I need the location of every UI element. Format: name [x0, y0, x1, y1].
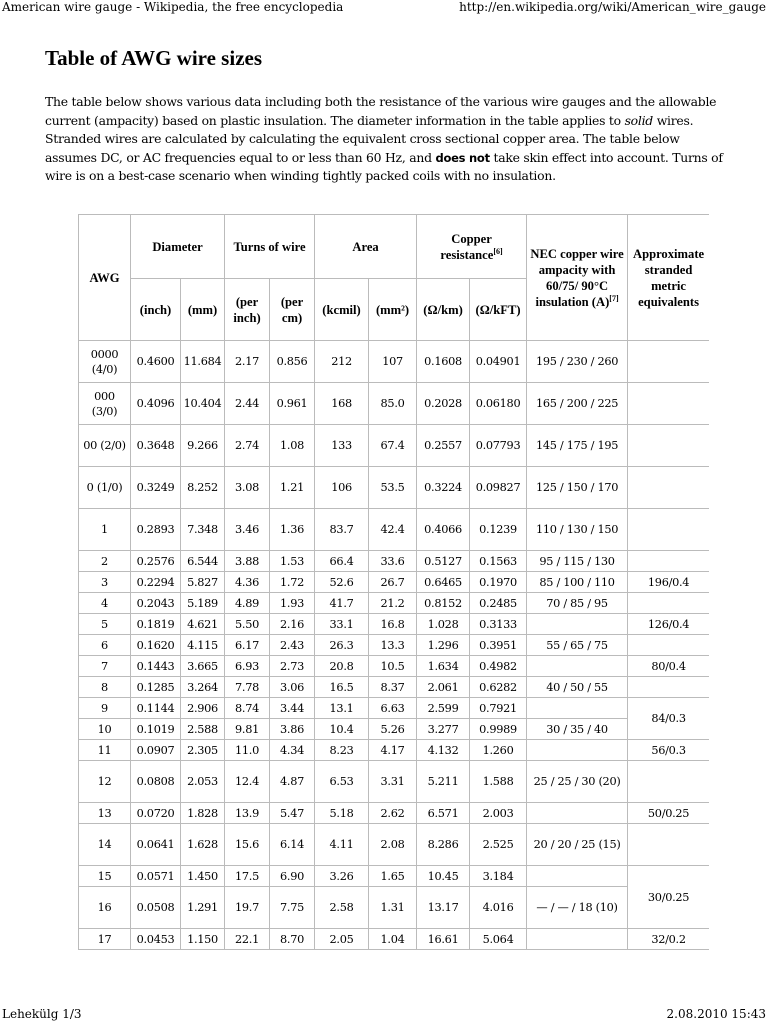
- cell-mm: 1.150: [181, 929, 225, 950]
- cell-mm: 2.305: [181, 740, 225, 761]
- cell-tpc: 5.47: [270, 803, 315, 824]
- cell-kcmil: 212: [315, 341, 369, 383]
- cell-kcmil: 3.26: [315, 866, 369, 887]
- cell-inch: 0.1019: [131, 719, 181, 740]
- col-header-copper: [417, 215, 527, 279]
- cell-tpi: 5.50: [225, 614, 270, 635]
- cell-okm: 1.028: [417, 614, 470, 635]
- cell-inch: 0.1144: [131, 698, 181, 719]
- ref-6[interactable]: [6]: [493, 246, 503, 256]
- cell-nec: 70 / 85 / 95: [527, 593, 628, 614]
- cell-kcmil: 83.7: [315, 509, 369, 551]
- cell-tpc: 0.961: [270, 383, 315, 425]
- cell-nec: 30 / 35 / 40: [527, 719, 628, 740]
- cell-okm: 6.571: [417, 803, 470, 824]
- cell-strand: 126/0.4: [628, 614, 709, 635]
- copper-label: Copper resistance: [440, 231, 494, 262]
- cell-tpi: 13.9: [225, 803, 270, 824]
- table-body: [79, 341, 710, 950]
- cell-okft: 0.1239: [470, 509, 527, 551]
- cell-okft: 0.4982: [470, 656, 527, 677]
- browser-page-title: American wire gauge - Wikipedia, the free encyclopedia: [2, 0, 344, 14]
- cell-tpc: 2.43: [270, 635, 315, 656]
- cell-mm2: 5.26: [369, 719, 417, 740]
- cell-okm: 1.296: [417, 635, 470, 656]
- cell-okm: 0.3224: [417, 467, 470, 509]
- cell-strand: [628, 509, 709, 551]
- cell-kcmil: 26.3: [315, 635, 369, 656]
- cell-kcmil: 168: [315, 383, 369, 425]
- cell-kcmil: 41.7: [315, 593, 369, 614]
- cell-tpc: 3.06: [270, 677, 315, 698]
- cell-nec: [527, 656, 628, 677]
- cell-okm: 0.6465: [417, 572, 470, 593]
- cell-tpc: 4.87: [270, 761, 315, 803]
- cell-tpc: 8.70: [270, 929, 315, 950]
- cell-inch: 0.0453: [131, 929, 181, 950]
- cell-inch: 0.0808: [131, 761, 181, 803]
- cell-okft: 0.1970: [470, 572, 527, 593]
- cell-okft: 3.184: [470, 866, 527, 887]
- cell-strand: [628, 677, 709, 698]
- cell-mm2: 21.2: [369, 593, 417, 614]
- section-heading: Table of AWG wire sizes: [45, 46, 263, 70]
- unit-mm: (mm): [181, 279, 225, 341]
- cell-nec: 125 / 150 / 170: [527, 467, 628, 509]
- cell-tpi: 7.78: [225, 677, 270, 698]
- cell-inch: 0.0508: [131, 887, 181, 929]
- cell-okft: 1.588: [470, 761, 527, 803]
- cell-nec: 55 / 65 / 75: [527, 635, 628, 656]
- cell-inch: 0.0641: [131, 824, 181, 866]
- cell-okm: 16.61: [417, 929, 470, 950]
- cell-awg: 0000 (4/0): [79, 341, 131, 383]
- cell-strand: 196/0.4: [628, 572, 709, 593]
- cell-tpi: 12.4: [225, 761, 270, 803]
- cell-kcmil: 33.1: [315, 614, 369, 635]
- cell-mm2: 2.08: [369, 824, 417, 866]
- cell-mm: 1.450: [181, 866, 225, 887]
- cell-mm2: 8.37: [369, 677, 417, 698]
- table-row: [79, 467, 710, 509]
- cell-mm: 9.266: [181, 425, 225, 467]
- col-header-awg: AWG: [79, 215, 131, 341]
- cell-tpc: 3.86: [270, 719, 315, 740]
- unit-per-inch: (per inch): [225, 279, 270, 341]
- cell-nec: 95 / 115 / 130: [527, 551, 628, 572]
- cell-tpc: 1.08: [270, 425, 315, 467]
- cell-okm: 0.1608: [417, 341, 470, 383]
- cell-okm: 5.211: [417, 761, 470, 803]
- table-row: [79, 719, 710, 740]
- cell-okm: 0.2028: [417, 383, 470, 425]
- cell-mm: 8.252: [181, 467, 225, 509]
- cell-kcmil: 2.58: [315, 887, 369, 929]
- cell-mm2: 10.5: [369, 656, 417, 677]
- table-row: [79, 572, 710, 593]
- unit-inch: (inch): [131, 279, 181, 341]
- table-row: [79, 341, 710, 383]
- cell-nec: [527, 614, 628, 635]
- cell-inch: 0.2893: [131, 509, 181, 551]
- cell-tpi: 6.93: [225, 656, 270, 677]
- table-row: [79, 866, 710, 887]
- cell-awg: 17: [79, 929, 131, 950]
- cell-okft: 2.003: [470, 803, 527, 824]
- table-row: [79, 614, 710, 635]
- cell-strand: [628, 761, 709, 803]
- cell-tpi: 17.5: [225, 866, 270, 887]
- cell-tpi: 4.36: [225, 572, 270, 593]
- cell-okm: 2.061: [417, 677, 470, 698]
- cell-mm: 5.827: [181, 572, 225, 593]
- cell-nec: [527, 740, 628, 761]
- intro-does-not: does not: [435, 150, 490, 165]
- intro-text-3: take skin effect into account. Turns of wire is on a best-case scenario when winding tightly packed coils with no insulation.: [45, 149, 723, 183]
- cell-nec: [527, 803, 628, 824]
- cell-kcmil: 10.4: [315, 719, 369, 740]
- cell-tpi: 15.6: [225, 824, 270, 866]
- table-row: [79, 425, 710, 467]
- cell-mm: 2.588: [181, 719, 225, 740]
- cell-kcmil: 5.18: [315, 803, 369, 824]
- cell-mm: 7.348: [181, 509, 225, 551]
- cell-tpi: 2.44: [225, 383, 270, 425]
- cell-kcmil: 133: [315, 425, 369, 467]
- cell-okft: 0.6282: [470, 677, 527, 698]
- cell-mm2: 67.4: [369, 425, 417, 467]
- cell-strand: [628, 593, 709, 614]
- cell-inch: 0.1819: [131, 614, 181, 635]
- table-row: [79, 803, 710, 824]
- cell-mm2: 6.63: [369, 698, 417, 719]
- cell-awg: 5: [79, 614, 131, 635]
- cell-nec: [527, 866, 628, 887]
- cell-tpc: 4.34: [270, 740, 315, 761]
- cell-inch: 0.0720: [131, 803, 181, 824]
- cell-tpi: 2.74: [225, 425, 270, 467]
- cell-okm: 3.277: [417, 719, 470, 740]
- cell-strand: 80/0.4: [628, 656, 709, 677]
- cell-mm2: 85.0: [369, 383, 417, 425]
- page-counter: Lehekülg 1/3: [2, 1007, 82, 1021]
- cell-inch: 0.0907: [131, 740, 181, 761]
- cell-kcmil: 20.8: [315, 656, 369, 677]
- cell-tpi: 8.74: [225, 698, 270, 719]
- cell-mm: 4.115: [181, 635, 225, 656]
- cell-kcmil: 4.11: [315, 824, 369, 866]
- col-header-nec: [527, 215, 628, 341]
- cell-okft: 5.064: [470, 929, 527, 950]
- cell-tpc: 1.93: [270, 593, 315, 614]
- table-row: [79, 383, 710, 425]
- cell-kcmil: 16.5: [315, 677, 369, 698]
- intro-paragraph: [45, 93, 735, 186]
- table-row: [79, 761, 710, 803]
- cell-awg: 12: [79, 761, 131, 803]
- cell-awg: 15: [79, 866, 131, 887]
- cell-awg: 2: [79, 551, 131, 572]
- cell-okm: 13.17: [417, 887, 470, 929]
- cell-tpi: 9.81: [225, 719, 270, 740]
- cell-awg: 4: [79, 593, 131, 614]
- table-row: [79, 698, 710, 719]
- cell-mm2: 107: [369, 341, 417, 383]
- col-header-stranded: Approximate stranded metric equivalents: [628, 215, 709, 341]
- cell-okft: 0.09827: [470, 467, 527, 509]
- cell-inch: 0.4096: [131, 383, 181, 425]
- cell-mm2: 2.62: [369, 803, 417, 824]
- cell-okm: 2.599: [417, 698, 470, 719]
- cell-nec: 25 / 25 / 30 (20): [527, 761, 628, 803]
- cell-nec: 195 / 230 / 260: [527, 341, 628, 383]
- cell-inch: 0.4600: [131, 341, 181, 383]
- cell-tpi: 3.46: [225, 509, 270, 551]
- cell-kcmil: 2.05: [315, 929, 369, 950]
- cell-tpi: 6.17: [225, 635, 270, 656]
- cell-nec: — / — / 18 (10): [527, 887, 628, 929]
- cell-mm: 1.628: [181, 824, 225, 866]
- cell-tpc: 6.14: [270, 824, 315, 866]
- cell-okm: 8.286: [417, 824, 470, 866]
- awg-table-container: [78, 214, 709, 980]
- cell-okft: 0.3951: [470, 635, 527, 656]
- cell-nec: 145 / 175 / 195: [527, 425, 628, 467]
- cell-mm: 11.684: [181, 341, 225, 383]
- cell-mm: 1.291: [181, 887, 225, 929]
- cell-okm: 1.634: [417, 656, 470, 677]
- table-row: [79, 593, 710, 614]
- cell-nec: 110 / 130 / 150: [527, 509, 628, 551]
- cell-awg: 00 (2/0): [79, 425, 131, 467]
- cell-nec: 165 / 200 / 225: [527, 383, 628, 425]
- cell-tpc: 6.90: [270, 866, 315, 887]
- cell-awg: 000 (3/0): [79, 383, 131, 425]
- cell-okm: 0.4066: [417, 509, 470, 551]
- cell-awg: 1: [79, 509, 131, 551]
- cell-tpi: 3.08: [225, 467, 270, 509]
- cell-awg: 3: [79, 572, 131, 593]
- page-url[interactable]: http://en.wikipedia.org/wiki/American_wire_gauge: [459, 0, 766, 14]
- cell-okm: 0.2557: [417, 425, 470, 467]
- print-timestamp: 2.08.2010 15:43: [666, 1007, 766, 1021]
- cell-mm: 6.544: [181, 551, 225, 572]
- cell-inch: 0.3249: [131, 467, 181, 509]
- cell-strand: [628, 383, 709, 425]
- cell-okft: 0.07793: [470, 425, 527, 467]
- cell-nec: [527, 929, 628, 950]
- cell-okft: 4.016: [470, 887, 527, 929]
- cell-okft: 0.3133: [470, 614, 527, 635]
- cell-nec: 20 / 20 / 25 (15): [527, 824, 628, 866]
- table-row: [79, 656, 710, 677]
- cell-mm2: 3.31: [369, 761, 417, 803]
- cell-okft: 0.06180: [470, 383, 527, 425]
- cell-tpc: 1.53: [270, 551, 315, 572]
- cell-awg: 7: [79, 656, 131, 677]
- cell-strand: 56/0.3: [628, 740, 709, 761]
- cell-tpc: 7.75: [270, 887, 315, 929]
- cell-inch: 0.1620: [131, 635, 181, 656]
- cell-awg: 16: [79, 887, 131, 929]
- cell-strand: [628, 635, 709, 656]
- cell-mm: 5.189: [181, 593, 225, 614]
- table-row: [79, 929, 710, 950]
- cell-awg: 0 (1/0): [79, 467, 131, 509]
- cell-kcmil: 66.4: [315, 551, 369, 572]
- cell-mm2: 4.17: [369, 740, 417, 761]
- cell-strand: [628, 824, 709, 866]
- unit-per-cm: (per cm): [270, 279, 315, 341]
- cell-mm2: 1.65: [369, 866, 417, 887]
- cell-kcmil: 52.6: [315, 572, 369, 593]
- cell-inch: 0.1443: [131, 656, 181, 677]
- cell-nec: [527, 698, 628, 719]
- table-row: [79, 635, 710, 656]
- cell-awg: 9: [79, 698, 131, 719]
- col-header-turns: Turns of wire: [225, 215, 315, 279]
- cell-awg: 8: [79, 677, 131, 698]
- cell-tpi: 11.0: [225, 740, 270, 761]
- col-header-diameter: Diameter: [131, 215, 225, 279]
- cell-mm2: 26.7: [369, 572, 417, 593]
- cell-strand: 30/0.25: [628, 866, 709, 929]
- cell-okm: 10.45: [417, 866, 470, 887]
- cell-kcmil: 6.53: [315, 761, 369, 803]
- cell-tpi: 3.88: [225, 551, 270, 572]
- cell-tpc: 3.44: [270, 698, 315, 719]
- unit-ohm-km: (Ω/km): [417, 279, 470, 341]
- ref-7[interactable]: [7]: [609, 293, 619, 303]
- cell-okm: 0.8152: [417, 593, 470, 614]
- table-row: [79, 740, 710, 761]
- cell-nec: 40 / 50 / 55: [527, 677, 628, 698]
- cell-inch: 0.3648: [131, 425, 181, 467]
- cell-okft: 0.2485: [470, 593, 527, 614]
- cell-strand: [628, 341, 709, 383]
- cell-mm2: 1.04: [369, 929, 417, 950]
- cell-mm: 4.621: [181, 614, 225, 635]
- intro-text-1: The table below shows various data including both the resistance of the various wire gauges and the allowable current (ampacity) based on plastic insulation. The diameter information in the table applies to: [45, 94, 717, 128]
- cell-okft: 1.260: [470, 740, 527, 761]
- cell-tpc: 1.36: [270, 509, 315, 551]
- cell-kcmil: 8.23: [315, 740, 369, 761]
- cell-awg: 14: [79, 824, 131, 866]
- cell-strand: 32/0.2: [628, 929, 709, 950]
- cell-mm: 2.053: [181, 761, 225, 803]
- cell-tpi: 4.89: [225, 593, 270, 614]
- awg-table: [78, 214, 709, 950]
- cell-strand: 50/0.25: [628, 803, 709, 824]
- table-row: [79, 509, 710, 551]
- cell-mm: 3.665: [181, 656, 225, 677]
- cell-kcmil: 13.1: [315, 698, 369, 719]
- cell-mm: 1.828: [181, 803, 225, 824]
- cell-okft: 2.525: [470, 824, 527, 866]
- cell-mm: 3.264: [181, 677, 225, 698]
- unit-mm2: (mm²): [369, 279, 417, 341]
- cell-tpc: 2.16: [270, 614, 315, 635]
- cell-mm2: 16.8: [369, 614, 417, 635]
- unit-kcmil: (kcmil): [315, 279, 369, 341]
- cell-tpc: 2.73: [270, 656, 315, 677]
- cell-mm2: 42.4: [369, 509, 417, 551]
- cell-tpc: 0.856: [270, 341, 315, 383]
- table-row: [79, 551, 710, 572]
- cell-tpc: 1.72: [270, 572, 315, 593]
- cell-mm2: 33.6: [369, 551, 417, 572]
- cell-mm: 2.906: [181, 698, 225, 719]
- cell-strand: [628, 551, 709, 572]
- cell-inch: 0.2294: [131, 572, 181, 593]
- intro-solid: solid: [624, 112, 653, 128]
- cell-inch: 0.2043: [131, 593, 181, 614]
- unit-ohm-kft: (Ω/kFT): [470, 279, 527, 341]
- cell-awg: 10: [79, 719, 131, 740]
- cell-strand: [628, 467, 709, 509]
- cell-inch: 0.0571: [131, 866, 181, 887]
- intro-text-2: wires. Stranded wires are calculated by calculating the equivalent cross sectional copper area. The table below assumes DC, or AC frequencies equal to or less than 60 Hz, and: [45, 112, 694, 165]
- cell-mm: 10.404: [181, 383, 225, 425]
- nec-label: NEC copper wire ampacity with 60/75/ 90°C insulation (A): [530, 246, 624, 309]
- cell-tpi: 2.17: [225, 341, 270, 383]
- cell-tpc: 1.21: [270, 467, 315, 509]
- cell-awg: 6: [79, 635, 131, 656]
- cell-okft: 0.9989: [470, 719, 527, 740]
- cell-tpi: 19.7: [225, 887, 270, 929]
- cell-tpi: 22.1: [225, 929, 270, 950]
- cell-kcmil: 106: [315, 467, 369, 509]
- table-row: [79, 887, 710, 929]
- cell-awg: 11: [79, 740, 131, 761]
- table-row: [79, 824, 710, 866]
- cell-okft: 0.1563: [470, 551, 527, 572]
- cell-nec: 85 / 100 / 110: [527, 572, 628, 593]
- cell-okft: 0.7921: [470, 698, 527, 719]
- cell-mm2: 13.3: [369, 635, 417, 656]
- cell-strand: [628, 425, 709, 467]
- cell-okft: 0.04901: [470, 341, 527, 383]
- cell-awg: 13: [79, 803, 131, 824]
- cell-okm: 4.132: [417, 740, 470, 761]
- col-header-area: Area: [315, 215, 417, 279]
- cell-mm2: 53.5: [369, 467, 417, 509]
- cell-inch: 0.2576: [131, 551, 181, 572]
- cell-strand: 84/0.3: [628, 698, 709, 740]
- cell-okm: 0.5127: [417, 551, 470, 572]
- cell-inch: 0.1285: [131, 677, 181, 698]
- table-row: [79, 677, 710, 698]
- cell-mm2: 1.31: [369, 887, 417, 929]
